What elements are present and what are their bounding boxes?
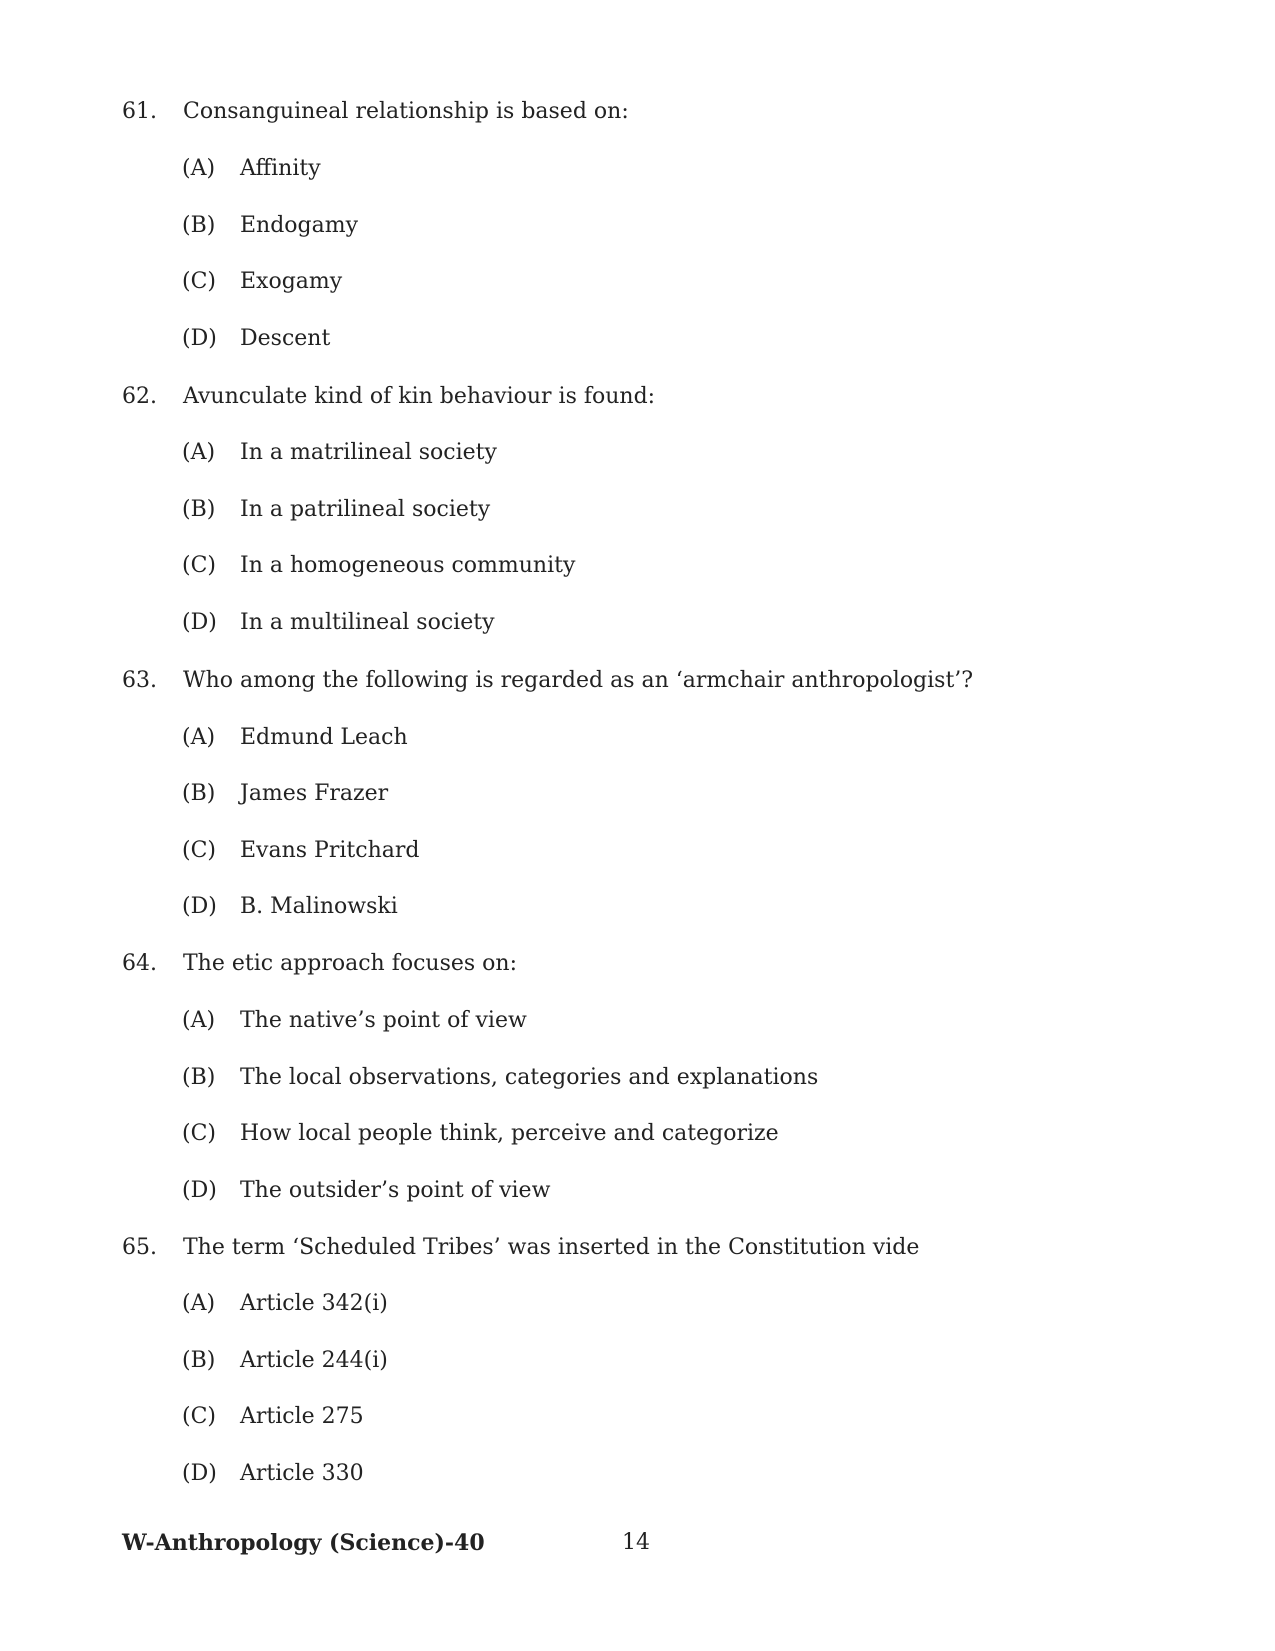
option-text: B. Malinowski <box>240 894 398 919</box>
option-label: (D) <box>182 1178 217 1203</box>
option-text: Article 244(i) <box>240 1348 388 1373</box>
option-label: (D) <box>182 610 217 635</box>
question-text: The etic approach focuses on: <box>183 951 518 976</box>
option-label: (A) <box>182 156 216 181</box>
option-text: In a matrilineal society <box>240 440 497 465</box>
option-text: Article 330 <box>240 1461 364 1486</box>
question-number: 62. <box>122 384 157 409</box>
option-label: (B) <box>182 497 216 522</box>
question-text: Avunculate kind of kin behaviour is found: <box>183 384 656 409</box>
question-text: Consanguineal relationship is based on: <box>183 99 629 124</box>
option-label: (C) <box>182 1121 216 1146</box>
option-text: The outsider’s point of view <box>240 1178 551 1203</box>
paper-code: W-Anthropology (Science)-40 <box>122 1530 485 1556</box>
question-text: Who among the following is regarded as an ‘armchair anthropologist’? <box>183 668 974 693</box>
option-label: (B) <box>182 1065 216 1090</box>
option-label: (B) <box>182 1348 216 1373</box>
question-number: 63. <box>122 668 157 693</box>
option-label: (D) <box>182 326 217 351</box>
option-text: Article 342(i) <box>240 1291 388 1316</box>
option-label: (B) <box>182 781 216 806</box>
question-number: 64. <box>122 951 157 976</box>
option-text: Edmund Leach <box>240 725 408 750</box>
option-label: (C) <box>182 269 216 294</box>
option-text: How local people think, perceive and categorize <box>240 1121 779 1146</box>
option-text: In a multilineal society <box>240 610 495 635</box>
option-text: Endogamy <box>240 213 359 238</box>
option-text: The local observations, categories and explanations <box>240 1065 819 1090</box>
option-text: Affinity <box>240 156 321 181</box>
option-label: (D) <box>182 894 217 919</box>
option-text: Descent <box>240 326 331 351</box>
option-label: (C) <box>182 553 216 578</box>
option-text: The native’s point of view <box>240 1008 527 1033</box>
option-text: James Frazer <box>240 781 389 806</box>
option-label: (C) <box>182 838 216 863</box>
page-number: 14 <box>622 1530 650 1555</box>
question-number: 65. <box>122 1235 157 1260</box>
option-text: In a patrilineal society <box>240 497 491 522</box>
question-number: 61. <box>122 99 157 124</box>
option-text: Evans Pritchard <box>240 838 420 863</box>
option-label: (D) <box>182 1461 217 1486</box>
option-label: (A) <box>182 1008 216 1033</box>
option-label: (A) <box>182 440 216 465</box>
option-label: (A) <box>182 725 216 750</box>
question-text: The term ‘Scheduled Tribes’ was inserted in the Constitution vide <box>183 1235 920 1260</box>
option-label: (C) <box>182 1404 216 1429</box>
option-label: (B) <box>182 213 216 238</box>
option-text: Article 275 <box>240 1404 364 1429</box>
option-text: Exogamy <box>240 269 343 294</box>
option-text: In a homogeneous community <box>240 553 576 578</box>
option-label: (A) <box>182 1291 216 1316</box>
